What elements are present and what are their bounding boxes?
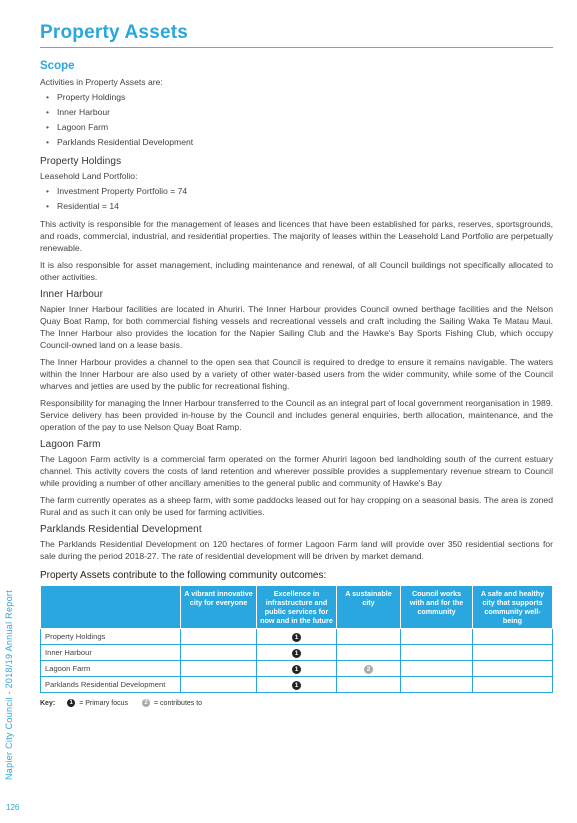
paragraph: It is also responsible for asset management, including maintenance and renewal, of all Council buildings not specifically allocated to other activities.: [40, 260, 553, 282]
paragraph: The Parklands Residential Development on 120 hectares of former Lagoon Farm land will provide over 350 residential sections for sale during the period 2018-27. The rate of residential development will be driven by market demand.: [40, 539, 553, 561]
table-cell: [257, 661, 337, 677]
column-header: Council works with and for the community: [401, 586, 473, 629]
primary-focus-icon: 1: [292, 649, 301, 658]
property-holdings-heading: Property Holdings: [40, 156, 122, 167]
parklands-heading: Parklands Residential Development: [40, 524, 202, 535]
primary-focus-icon: 1: [292, 681, 301, 690]
table-cell: [401, 629, 473, 645]
row-label: Lagoon Farm: [41, 661, 181, 677]
paragraph: Napier Inner Harbour facilities are located in Ahuriri. The Inner Harbour provides Council owned berthage facilities and the Nelson Quay Boat Ramp, for both commercial fishing vessels and recreational vessels and craft including the Sailing Waka Te Matau Maui. The Inner Harbour also provides the location for the Napier Sailing Club and the Hawke's Bay Sports Fishing Club, which occupy Council-owned land on a lease basis.: [40, 304, 553, 350]
list-item: • Residential = 14: [46, 199, 553, 214]
list-item: • Parklands Residential Development: [46, 135, 553, 150]
table-cell: [473, 645, 553, 661]
table-cell: [473, 661, 553, 677]
page-title: Property Assets: [40, 22, 189, 43]
table-cell: [181, 661, 257, 677]
paragraph: The farm currently operates as a sheep farm, with some paddocks leased out for hay cropping on a seasonal basis. The area is zoned Rural and as such it can only be used for farming activities.: [40, 495, 553, 517]
table-cell: [257, 629, 337, 645]
table-cell: [181, 677, 257, 693]
contributes-icon: 2: [142, 699, 150, 707]
paragraph: This activity is responsible for the management of leases and licences that have been established for parks, reserves, sportsgrounds, and roads, commercial, industrial, and residential properties. The majority of leases within the Leasehold Land Portfolio are perpetually renewable.: [40, 219, 553, 253]
primary-focus-icon: 1: [292, 633, 301, 642]
paragraph: The Inner Harbour provides a channel to the open sea that Council is required to dredge to ensure it remains navigable. The waters within the Inner Harbour are also used by a variety of other water-based users from the wider community, while some of the Council wharves and jetties are used by the public for recreational fishing.: [40, 357, 553, 391]
key-primary-text: = Primary focus: [79, 699, 129, 707]
table-cell: [257, 645, 337, 661]
table-row: [41, 677, 553, 693]
list-item: • Inner Harbour: [46, 105, 553, 120]
column-header: A safe and healthy city that supports community well-being: [473, 586, 553, 629]
title-divider: [40, 47, 553, 48]
scope-heading: Scope: [40, 60, 75, 72]
table-cell: [473, 677, 553, 693]
table-cell: [181, 645, 257, 661]
table-header-row: [41, 586, 553, 629]
table-key: [40, 699, 553, 707]
leasehold-list: [40, 184, 553, 214]
table-row: [41, 629, 553, 645]
list-item: • Investment Property Portfolio = 74: [46, 184, 553, 199]
page-number: 126: [6, 803, 20, 812]
header-blank: [41, 586, 181, 629]
primary-focus-icon: 1: [67, 699, 75, 707]
main-content: [40, 56, 553, 707]
column-header: Excellence in infrastructure and public services for now and in the future: [257, 586, 337, 629]
table-row: [41, 661, 553, 677]
scope-intro: Activities in Property Assets are:: [40, 77, 163, 87]
outcomes-table: [40, 585, 553, 693]
row-label: Inner Harbour: [41, 645, 181, 661]
report-side-label: Napier City Council - 2018/19 Annual Report: [4, 590, 14, 780]
paragraph: Responsibility for managing the Inner Harbour transferred to the Council as an integral part of local government reorganisation in 1989. Service delivery has been provided in-house by the Council and includes general enquiries, berth allocation, maintenance, and the operation of the pay to use Nelson Quay Boat Ramp.: [40, 398, 553, 432]
list-item: • Lagoon Farm: [46, 120, 553, 135]
primary-focus-icon: 1: [292, 665, 301, 674]
inner-harbour-heading: Inner Harbour: [40, 289, 103, 300]
outcomes-heading: Property Assets contribute to the following community outcomes:: [40, 570, 327, 581]
scope-list: [40, 90, 553, 150]
contributes-icon: 2: [364, 665, 373, 674]
paragraph: The Lagoon Farm activity is a commercial farm operated on the former Ahuriri lagoon bed landholding south of the current estuary channel. This activity covers the costs of land retention and wherever possible provides a supplementary revenue stream to Council while providing a number of other ancillary amenities to the general public and community of Hawke's Bay: [40, 454, 553, 488]
table-cell: [401, 645, 473, 661]
list-item: • Property Holdings: [46, 90, 553, 105]
table-row: [41, 645, 553, 661]
lagoon-farm-heading: Lagoon Farm: [40, 439, 101, 450]
outcomes-table-body: [41, 629, 553, 693]
row-label: Parklands Residential Development: [41, 677, 181, 693]
table-cell: [401, 677, 473, 693]
column-header: A vibrant innovative city for everyone: [181, 586, 257, 629]
table-cell: [337, 629, 401, 645]
table-cell: [257, 677, 337, 693]
table-cell: [337, 677, 401, 693]
table-cell: [337, 645, 401, 661]
column-header: A sustainable city: [337, 586, 401, 629]
table-cell: [181, 629, 257, 645]
table-cell: [401, 661, 473, 677]
key-label: Key:: [40, 699, 56, 707]
table-cell: [337, 661, 401, 677]
table-cell: [473, 629, 553, 645]
row-label: Property Holdings: [41, 629, 181, 645]
leasehold-subheading: Leasehold Land Portfolio:: [40, 171, 138, 181]
key-contrib-text: = contributes to: [154, 699, 203, 707]
